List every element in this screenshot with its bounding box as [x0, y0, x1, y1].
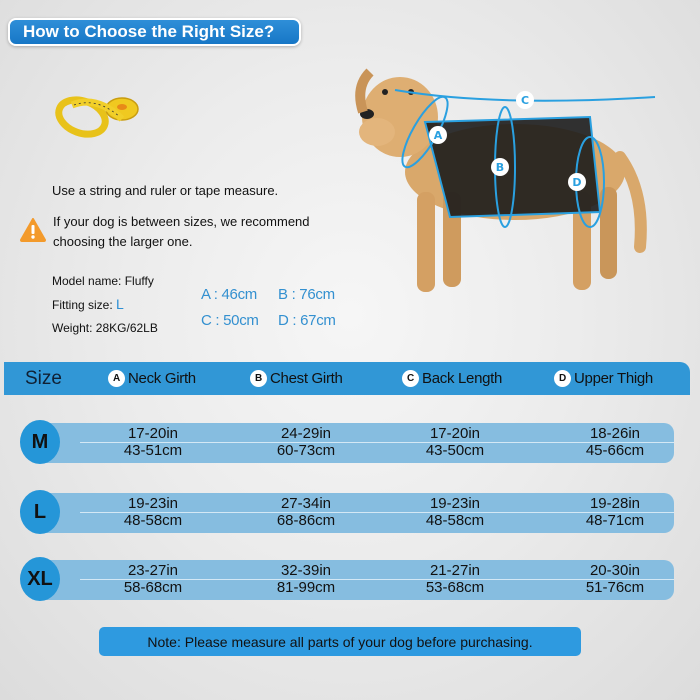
between-sizes-tip: If your dog is between sizes, we recommend choosing the larger one.	[53, 214, 310, 249]
size-badge: XL	[20, 557, 60, 601]
size-row-l	[20, 490, 674, 530]
size-badge: M	[20, 420, 60, 464]
diagram-label-a: A	[433, 129, 443, 142]
table-cell: 27-34in 68-86cm	[276, 495, 336, 529]
table-cell: 32-39in 81-99cm	[276, 562, 336, 596]
badge-b: B	[250, 370, 267, 387]
diagram-label-b: B	[495, 161, 505, 174]
size-row-xl	[20, 557, 674, 597]
table-cell: 20-30in 51-76cm	[585, 562, 645, 596]
diagram-label-d: D	[572, 176, 582, 189]
badge-c: C	[402, 370, 419, 387]
tape-measure-icon	[52, 85, 144, 140]
page-title: How to Choose the Right Size?	[8, 18, 301, 46]
model-info	[52, 270, 158, 340]
table-cell: 19-23in 48-58cm	[425, 495, 485, 529]
table-cell: 23-27in 58-68cm	[123, 562, 183, 596]
fitting-size: Fitting size: L	[52, 296, 124, 312]
table-cell: 24-29in 60-73cm	[276, 425, 336, 459]
column-chest-girth: B Chest Girth	[250, 370, 343, 387]
size-table-header	[4, 362, 690, 395]
badge-d: D	[554, 370, 571, 387]
purchase-note: Note: Please measure all parts of your dog before purchasing.	[99, 627, 581, 656]
table-cell: 21-27in 53-68cm	[425, 562, 485, 596]
table-cell: 19-23in 48-58cm	[123, 495, 183, 529]
badge-a: A	[108, 370, 125, 387]
measurement-a: A : 46cm	[201, 286, 257, 303]
measure-tool-tip: Use a string and ruler or tape measure.	[52, 183, 279, 198]
column-neck-girth: A Neck Girth	[108, 370, 196, 387]
table-cell: 17-20in 43-50cm	[425, 425, 485, 459]
warning-icon	[20, 218, 46, 242]
table-cell: 18-26in 45-66cm	[585, 425, 645, 459]
size-row-m	[20, 420, 674, 460]
table-cell: 17-20in 43-51cm	[123, 425, 183, 459]
model-weight: Weight: 28KG/62LB	[52, 321, 158, 335]
size-badge: L	[20, 490, 60, 534]
measurement-d: D : 67cm	[278, 312, 336, 329]
measurement-c: C : 50cm	[201, 312, 259, 329]
dog-harness-illustration	[355, 62, 675, 312]
column-upper-thigh: D Upper Thigh	[554, 370, 653, 387]
table-cell: 19-28in 48-71cm	[585, 495, 645, 529]
size-column-header: Size	[25, 367, 62, 389]
column-back-length: C Back Length	[402, 370, 502, 387]
diagram-label-c: C	[520, 94, 530, 107]
model-name: Model name: Fluffy	[52, 274, 154, 288]
measurement-b: B : 76cm	[278, 286, 335, 303]
